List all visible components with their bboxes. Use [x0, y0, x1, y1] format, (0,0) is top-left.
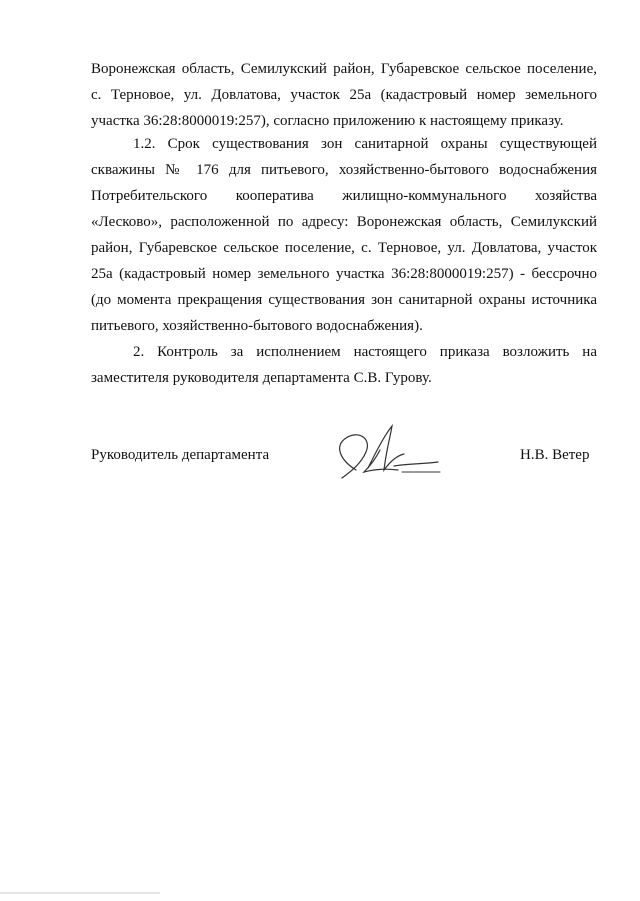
- bottom-rule: [0, 887, 640, 901]
- paragraph1-line-2: с. Терновое, ул. Довлатова, участок 25а (кадастровый номер земельного: [91, 87, 597, 103]
- signatory-name: Н.В. Ветер: [520, 447, 590, 463]
- paragraph1-line-1: Воронежская область, Семилукский район, Губаревское сельское поселение,: [91, 61, 597, 77]
- paragraph2-line-2: скважины № 176 для питьевого, хозяйственно-бытового водоснабжения: [91, 162, 597, 178]
- paragraph2-line-7: (до момента прекращения существования зон санитарной охраны источника: [91, 292, 597, 308]
- paragraph3-line-2: заместителя руководителя департамента С.В. Гурову.: [91, 370, 432, 386]
- paragraph2-line-8: питьевого, хозяйственно-бытового водоснабжения).: [91, 318, 423, 334]
- signatory-position-title: Руководитель департамента: [91, 447, 270, 463]
- paragraph2-line-1: 1.2. Срок существования зон санитарной охраны существующей: [133, 136, 597, 152]
- paragraph3-line-1: 2. Контроль за исполнением настоящего приказа возложить на: [133, 344, 597, 360]
- paragraph2-line-4: «Лесково», расположенной по адресу: Воронежская область, Семилукский: [91, 214, 597, 230]
- paragraph1-line-3: участка 36:28:8000019:257), согласно приложению к настоящему приказу.: [91, 113, 564, 129]
- paragraph2-line-5: район, Губаревское сельское поселение, с. Терновое, ул. Довлатова, участок: [91, 240, 597, 256]
- paragraph2-line-6: 25а (кадастровый номер земельного участка 36:28:8000019:257) - бессрочно: [91, 266, 597, 282]
- paragraph2-line-3: Потребительского кооператива жилищно-коммунального хозяйства: [91, 188, 597, 204]
- handwritten-signature: [328, 412, 448, 492]
